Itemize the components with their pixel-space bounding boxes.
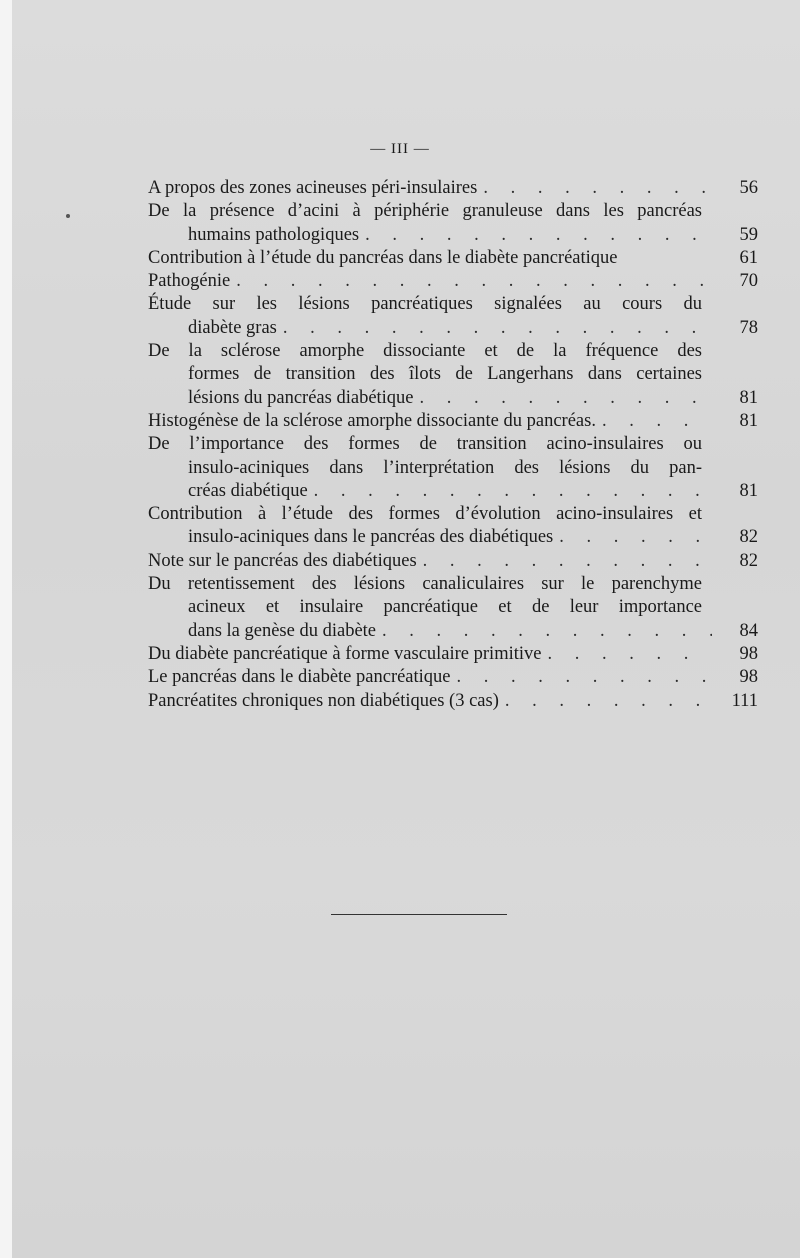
- end-rule: [331, 914, 507, 915]
- dot-leader: [236, 270, 712, 293]
- toc-page-number: 70: [739, 271, 758, 292]
- toc-page-number: 59: [739, 224, 758, 245]
- toc-page-number: 81: [739, 387, 758, 408]
- toc-entry: [148, 270, 758, 293]
- toc-entry-title-line: lésions du pancréas diabétique: [188, 387, 414, 408]
- toc-entry-title-line: Étude sur les lésions pancréatiques signalées au cours du: [148, 294, 702, 315]
- dot-leader: [382, 620, 712, 643]
- page-number: — III —: [370, 141, 430, 157]
- toc-entry-title-line: insulo-aciniques dans le pancréas des diabétiques: [188, 527, 554, 548]
- toc-entry: [148, 666, 758, 689]
- dot-leader: [547, 643, 712, 666]
- toc-entry-title-line: Histogénèse de la sclérose amorphe dissociante du pancréas.: [148, 410, 596, 431]
- toc-entry-title-line: De la sclérose amorphe dissociante et de la fréquence des: [148, 341, 702, 362]
- toc-entry: [148, 503, 758, 550]
- toc-entry: [148, 340, 758, 410]
- toc-page-number: 98: [739, 667, 758, 688]
- toc-entry: [148, 433, 758, 503]
- dot-leader: [314, 480, 712, 503]
- dot-leader: [420, 387, 712, 410]
- toc-page-number: 111: [731, 690, 758, 711]
- toc-entry-title-line: A propos des zones acineuses péri-insulaires: [148, 178, 478, 198]
- toc-entry-title-line: Pathogénie: [148, 271, 231, 292]
- toc-entry-title-line: Pancréatites chroniques non diabétiques (3 cas): [148, 690, 499, 711]
- dot-leader: [602, 410, 712, 433]
- toc-entry-title-line: Du diabète pancréatique à forme vasculaire primitive: [148, 643, 542, 664]
- toc-entry-title-line: Du retentissement des lésions canaliculaires sur le parenchyme: [148, 574, 702, 595]
- toc-page-number: 81: [739, 480, 758, 501]
- toc-entry-title-line: humains pathologiques: [188, 224, 360, 245]
- toc-entry-title-line: dans la genèse du diabète: [188, 620, 377, 641]
- toc-entry-title-line: Contribution à l’étude du pancréas dans le diabète pancréatique: [148, 247, 618, 268]
- toc-page-number: 84: [739, 620, 758, 641]
- toc-entry-title-line: formes de transition des îlots de Langerhans dans certaines: [188, 364, 702, 385]
- toc-page-number: 81: [739, 410, 758, 431]
- table-of-contents: [148, 177, 758, 713]
- dot-leader: [505, 690, 712, 713]
- toc-entry-title-line: diabète gras: [188, 317, 277, 338]
- toc-entry: [148, 200, 758, 247]
- toc-entry-title-line: De la présence d’acini à périphérie granuleuse dans les pancréas: [148, 201, 702, 222]
- toc-entry: [148, 690, 758, 713]
- toc-entry: [148, 550, 758, 573]
- toc-page-number: 98: [739, 643, 758, 664]
- toc-entry-title-line: Le pancréas dans le diabète pancréatique: [148, 667, 451, 688]
- dot-leader: [283, 317, 712, 340]
- toc-entry-title-line: Contribution à l’étude des formes d’évolution acino-insulaires et: [148, 504, 702, 525]
- toc-entry-title-line: De l’importance des formes de transition acino-insulaires ou: [148, 434, 702, 455]
- dot-leader: [483, 177, 712, 200]
- toc-page-number: 82: [739, 550, 758, 571]
- toc-entry: [148, 410, 758, 433]
- toc-page-number: 61: [739, 247, 758, 268]
- page-edge: [0, 0, 12, 1258]
- toc-entry: [148, 247, 758, 270]
- toc-entry-title-line: Note sur le pancréas des diabétiques: [148, 550, 417, 571]
- dot-leader: [365, 224, 712, 247]
- toc-entry-title-line: insulo-aciniques dans l’interprétation des lésions du pan-: [188, 457, 702, 478]
- dot-leader: [423, 550, 712, 573]
- print-speck: [66, 214, 70, 218]
- toc-entry: [148, 293, 758, 340]
- toc-entry: [148, 643, 758, 666]
- dot-leader: [457, 666, 712, 689]
- toc-entry: [148, 573, 758, 643]
- toc-entry: [148, 177, 758, 200]
- toc-entry-title-line: créas diabétique: [188, 480, 308, 501]
- dot-leader: [559, 526, 712, 549]
- toc-entry-title-line: acineux et insulaire pancréatique et de leur importance: [188, 597, 702, 618]
- toc-page-number: 82: [739, 527, 758, 548]
- toc-page-number: 78: [739, 317, 758, 338]
- toc-page-number: 56: [739, 178, 758, 198]
